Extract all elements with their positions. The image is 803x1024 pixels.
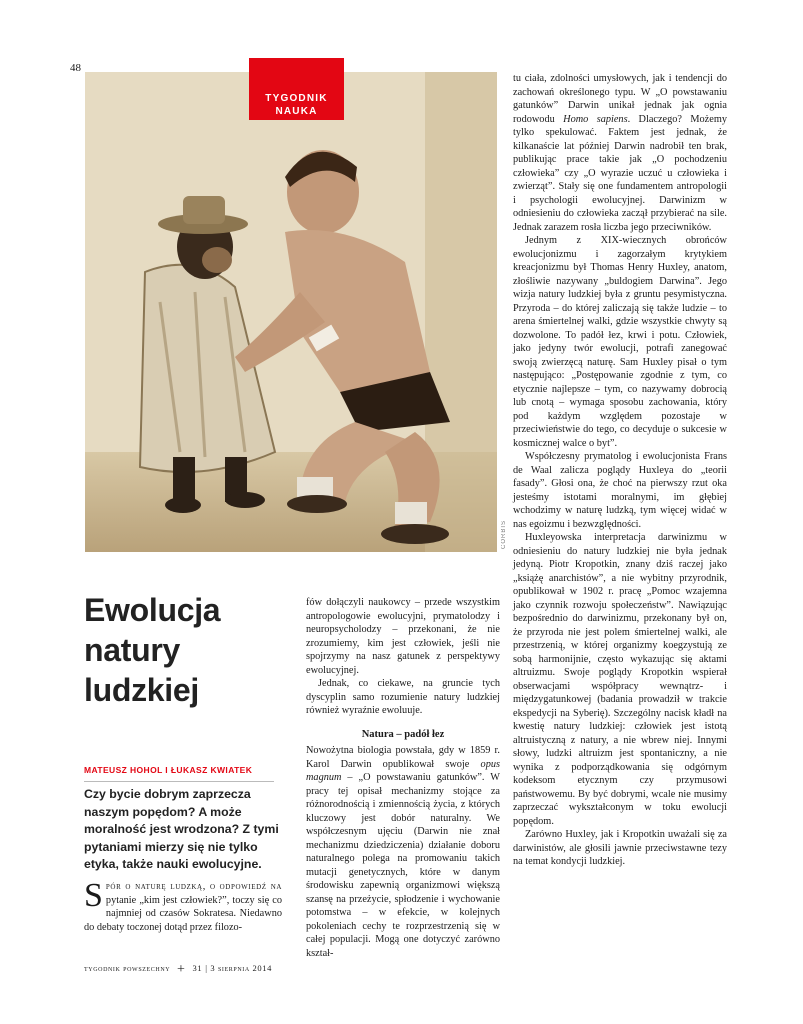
paragraph: Huxleyowska interpretacja darwinizmu w odniesieniu do natury ludzkiej nie była jednak jedyną. Piotr Kropotkin, znany dziś raczej jako „książę anarchistów”, a nie wybitny przyrodnik, opublikował w 1902 r. pracę „Pomoc wzajemna jako czynnik rozwoju społeczeństw”. Nawiązując bezpośrednio do darwinizmu, przekonany był on, że przyroda nie jest polem śmiertelnej walki, ale przestrzenią, w której organizmy koegzystują ze sobą harmonijnie, często wykazując się aktami altruizmu. Swoje poglądy Kropotkin wspierał obserwacjami współpracy wewnątrz- i międzygatunkowej (badania prowadził w trakcie ekspedycji na Syberię). Szczególny nacisk kładł na kwestię natury ludzkiej: człowiek jest istotą altruistyczną z natury, a nie wbrew niej. Innymi słowy, ludzki altruizm jest spontaniczny, a nie wynika z podporządkowania się odgórnym kodeksom etycznym czy przymusowi państwowemu. By być dobrymi, wcale nie musimy zaprzeczać wykształconym w toku ewolucji popędom. <box>513 532 727 827</box>
footer-publication: tygodnik powszechny <box>84 963 171 973</box>
opening-paragraph <box>84 877 282 934</box>
emphasis: Homo sapiens <box>563 113 628 125</box>
opening-text: pytanie „kim jest człowiek?”, toczy się co najmniej od czasów Sokratesa. Niedawno do debaty toczonej dotąd przez filozo- <box>84 894 282 933</box>
section-tag-line2: NAUKA <box>275 106 318 117</box>
photo-credit: CORBIS <box>501 520 507 550</box>
opening-smallcaps: pór o naturę ludzką, o odpowiedź na <box>105 881 282 892</box>
photo-illustration <box>85 72 497 552</box>
section-tag <box>249 58 344 120</box>
page-number: 48 <box>70 62 81 74</box>
paragraph <box>306 744 500 960</box>
lead-paragraph: Czy bycie dobrym zaprzecza naszym popędom? A może moralność jest wrodzona? Z tymi pytaniami mierzy się nie tylko etyka, także nauki ewolucyjne. <box>84 787 279 871</box>
body-column-1 <box>84 877 282 934</box>
subheading: Natura – padół łez <box>361 728 445 740</box>
text-run: tu ciała, zdolności umysłowych, jak i tendencji do zachowań określonego typu. W „O powstawaniu gatunków” Darwin unikał jednak jak ognia rodowodu <box>513 73 727 125</box>
paragraph: Jednym z XIX-wiecznych obrońców ewolucjonizmu i zagorzałym krytykiem kreacjonizmu był Thomas Henry Huxley, anatom, złośliwie nazywany „buldogiem Darwina”. Jego wizja natury ludzkiej była z gruntu pesymistyczna. Przyroda – do której zaliczają się także ludzie – to arena śmiertelnej walki, gdzie wszystkie chwyty są dozwolone. To padół łez, krwi i potu. Człowiek, jako jedyny twór ewolucji, potrafi zanegować swoją zwierzęcą naturę. Sam Huxley pisał o tym następująco: „Postępowanie zgodnie z tym, co etycznie najlepsze – tym, co nazywamy dobrocią lub cnotą – wymaga sposobu zachowania, który pod każdym względem pozostaje w przeciwieństwie do tego, co decyduje o sukcesie w kosmicznej walce o byt”. <box>513 235 727 449</box>
text-run: . Dlaczego? Możemy tylko spekulować. Faktem jest jednak, że kilkanaście lat później Darwin nadrobił ten brak, publikując prace takie jak „O pochodzeniu człowieka” czy „O wyrazie uczuć u człowieka i zwierząt”. Stały się one fundamentem antropologii i psychologii ewolucyjnej. Darwinizm w odniesieniu do człowieka zaczął przybierać na sile. Jednak zarazem rosła liczba jego przeciwników. <box>513 113 727 233</box>
footer-date: 3 sierpnia 2014 <box>210 963 272 973</box>
paragraph: fów dołączyli naukowcy – przede wszystkim antropologowie ewolucyjni, prymatolodzy i neuropsycholodzy – przekonani, że nie zrozumiemy, kim jest człowiek, jeśli nie spojrzymy na nasz gatunek z perspektywy ewolucyjnej. <box>306 597 500 676</box>
paragraph: Współczesny prymatolog i ewolucjonista Frans de Waal zalicza poglądy Huxleya do „teorii fasady”. Głosi ona, że choć na pierwszy rzut oka jesteśmy istotami moralnymi, im głębiej wchodzimy w naturę ludzką, tym więcej widać w nas egoizmu i bezwzględności. <box>513 451 727 530</box>
paragraph <box>513 72 727 234</box>
headline: Ewolucja natury ludzkiej <box>84 592 221 708</box>
paragraph: Jednak, co ciekawe, na gruncie tych dyscyplin samo rozumienie natury ludzkiej również wyraźnie ewoluuje. <box>306 678 500 716</box>
paragraph: Zarówno Huxley, jak i Kropotkin uważali się za darwinistów, ale głosili jawnie przeciwstawne tezy na temat kondycji ludzkiej. <box>513 829 727 867</box>
footer-issue: 31 <box>192 963 203 973</box>
emphasis: opus magnum <box>306 758 500 783</box>
text-run: – „O powstawaniu gatunków”. W pracy tej opisał mechanizmy stojące za różnorodnością i zmiennością życia, z których kluczowy jest dobór naturalny. We współczesnym ujęciu (Darwin nie znał mechanizmu dziedziczenia) działanie doboru naturalnego polega na promowaniu takich mutacji genetycznych, które w danym środowisku zapewnią organizmowi większą szansę na przeżycie, spłodzenie i wychowanie potomstwa – w efekcie, w kolejnych pokoleniach cechy te rozprzestrzenią się w całej populacji. Mogą one dotyczyć zarówno kształ- <box>306 772 500 959</box>
footer-separator: + <box>177 962 186 977</box>
body-column-2 <box>306 596 500 960</box>
footer-divider: | <box>205 963 208 973</box>
article-photo <box>85 72 497 552</box>
dropcap: S <box>84 877 103 914</box>
section-tag-line1: TYGODNIK <box>265 93 328 104</box>
body-column-3 <box>513 72 727 869</box>
text-run: Nowożytna biologia powstała, gdy w 1859 r. Karol Darwin opublikował swoje <box>306 745 500 770</box>
authors-byline: MATEUSZ HOHOL I ŁUKASZ KWIATEK <box>84 765 274 782</box>
page-footer <box>84 962 272 978</box>
